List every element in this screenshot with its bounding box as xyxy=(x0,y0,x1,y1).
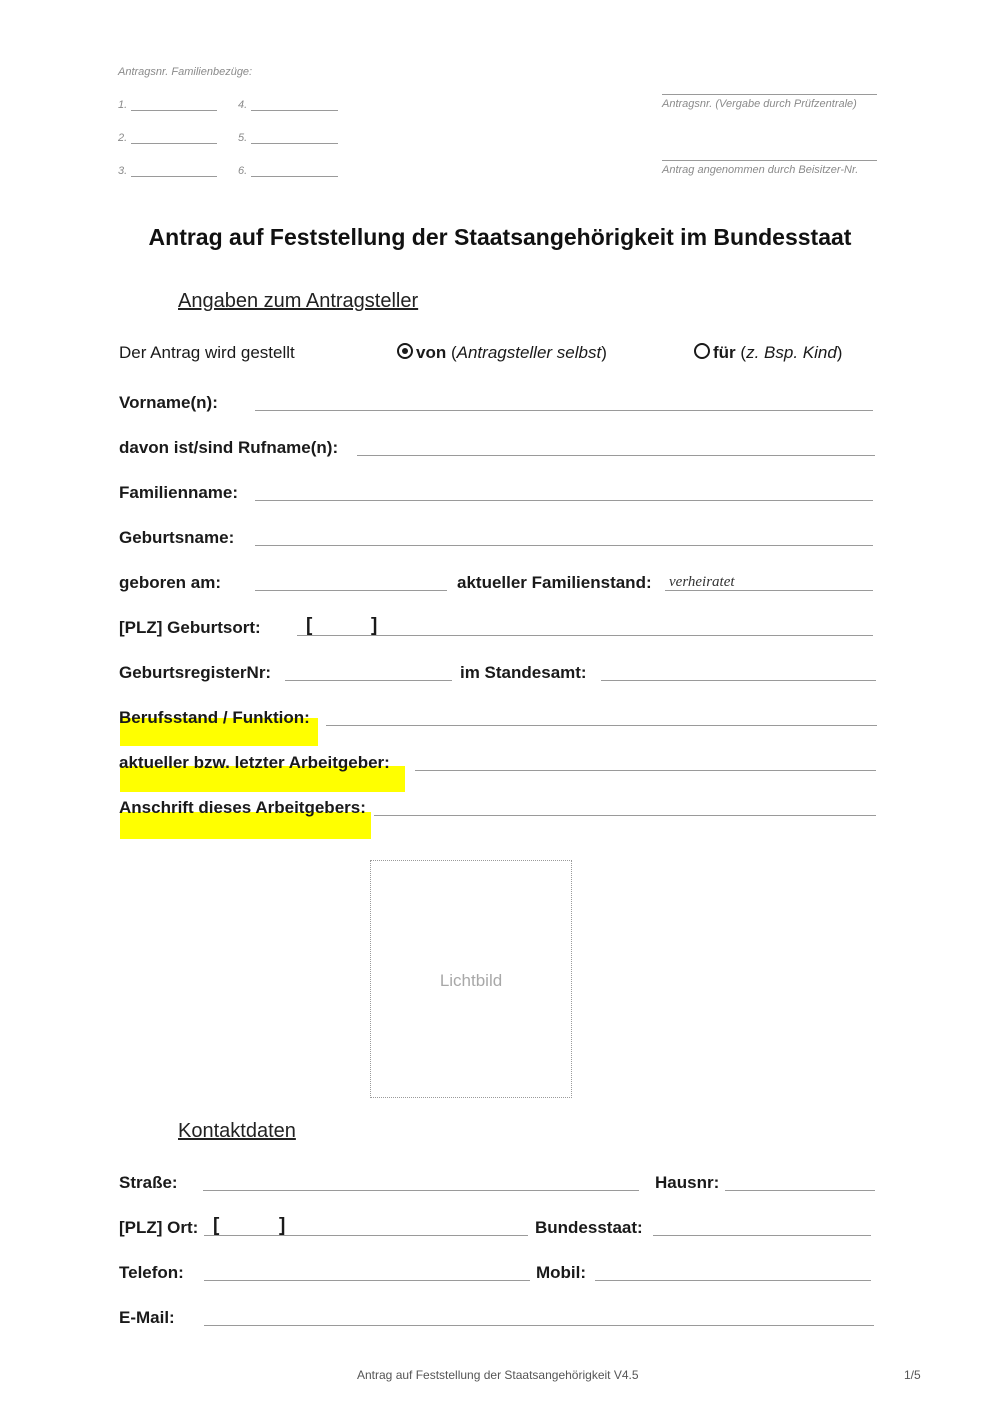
standesamt-field[interactable] xyxy=(601,680,876,681)
geburtsregister-label: GeburtsregisterNr: xyxy=(119,663,272,682)
section-heading-applicant: Angaben zum Antragsteller xyxy=(178,290,419,312)
familienname-field[interactable] xyxy=(255,500,873,501)
strasse-field[interactable] xyxy=(203,1190,639,1191)
number-label-3: 3. xyxy=(118,165,128,177)
pruefzentrale-field[interactable] xyxy=(662,94,877,95)
telefon-field[interactable] xyxy=(204,1280,530,1281)
arbeitgeber-field[interactable] xyxy=(415,770,876,771)
ort-label: [PLZ] Ort: xyxy=(119,1218,199,1237)
rufname-field[interactable] xyxy=(357,455,875,456)
standesamt-label: im Standesamt: xyxy=(460,663,587,682)
vorname-field[interactable] xyxy=(255,410,873,411)
geburtsname-label: Geburtsname: xyxy=(119,528,235,547)
section-heading-contact: Kontaktdaten xyxy=(178,1120,296,1142)
ort-plz-bracket-close: ] xyxy=(279,1215,286,1236)
familienstand-value: verheiratet xyxy=(669,574,735,590)
ort-plz-bracket-open: [ xyxy=(213,1215,220,1236)
geburtsort-field[interactable] xyxy=(297,635,873,636)
document-title: Antrag auf Feststellung der Staatsangehörigkeit im Bundesstaat xyxy=(148,224,852,250)
number-field-3[interactable] xyxy=(131,176,217,177)
photo-box[interactable] xyxy=(370,860,572,1098)
footer-document-name: Antrag auf Feststellung der Staatsangehörigkeit V4.5 xyxy=(357,1368,639,1382)
number-field-5[interactable] xyxy=(251,143,338,144)
ort-field[interactable] xyxy=(204,1235,528,1236)
number-field-6[interactable] xyxy=(251,176,338,177)
geburtsregister-field[interactable] xyxy=(285,680,452,681)
strasse-label: Straße: xyxy=(119,1173,178,1192)
familienstand-label: aktueller Familienstand: xyxy=(457,573,652,592)
beruf-label: Berufsstand / Funktion: xyxy=(119,708,310,727)
radio-selected-icon[interactable] xyxy=(397,343,413,359)
familienname-label: Familienname: xyxy=(119,483,239,502)
bundesstaat-field[interactable] xyxy=(653,1235,871,1236)
familien-antragsnr-label: Antragsnr. Familienbezüge: xyxy=(118,66,253,78)
radio-unselected-icon[interactable] xyxy=(694,343,710,359)
geboren-field[interactable] xyxy=(255,590,447,591)
beruf-field[interactable] xyxy=(326,725,877,726)
anschrift-label: Anschrift dieses Arbeitgebers: xyxy=(119,798,366,817)
pruefzentrale-label: Antragsnr. (Vergabe durch Prüfzentrale) xyxy=(662,98,857,110)
geburtsort-label: [PLZ] Geburtsort: xyxy=(119,618,261,637)
hausnr-field[interactable] xyxy=(725,1190,875,1191)
number-label-5: 5. xyxy=(238,132,248,144)
plz-bracket-open: [ xyxy=(306,615,313,636)
bundesstaat-label: Bundesstaat: xyxy=(535,1218,643,1237)
vorname-label: Vorname(n): xyxy=(119,393,218,412)
number-label-1: 1. xyxy=(118,99,128,111)
number-field-1[interactable] xyxy=(131,110,217,111)
radio-option-for[interactable]: für (z. Bsp. Kind) xyxy=(694,343,842,363)
beisitzer-label: Antrag angenommen durch Beisitzer-Nr. xyxy=(662,164,859,176)
number-label-2: 2. xyxy=(118,132,128,144)
number-label-4: 4. xyxy=(238,99,248,111)
beisitzer-field[interactable] xyxy=(662,160,877,161)
anschrift-field[interactable] xyxy=(374,815,876,816)
footer-page-number: 1/5 xyxy=(904,1368,921,1382)
radio-option-self[interactable]: von (Antragsteller selbst) xyxy=(397,343,607,363)
mobil-field[interactable] xyxy=(595,1280,871,1281)
arbeitgeber-label: aktueller bzw. letzter Arbeitgeber: xyxy=(119,753,390,772)
applicant-choice-label: Der Antrag wird gestellt xyxy=(119,343,295,362)
geboren-label: geboren am: xyxy=(119,573,222,592)
rufname-label: davon ist/sind Rufname(n): xyxy=(119,438,339,457)
plz-bracket-close: ] xyxy=(371,615,378,636)
email-label: E-Mail: xyxy=(119,1308,175,1327)
email-field[interactable] xyxy=(204,1325,874,1326)
hausnr-label: Hausnr: xyxy=(655,1173,720,1192)
telefon-label: Telefon: xyxy=(119,1263,184,1282)
mobil-label: Mobil: xyxy=(536,1263,587,1282)
number-label-6: 6. xyxy=(238,165,248,177)
photo-label: Lichtbild xyxy=(439,971,503,990)
geburtsname-field[interactable] xyxy=(255,545,873,546)
number-field-4[interactable] xyxy=(251,110,338,111)
number-field-2[interactable] xyxy=(131,143,217,144)
